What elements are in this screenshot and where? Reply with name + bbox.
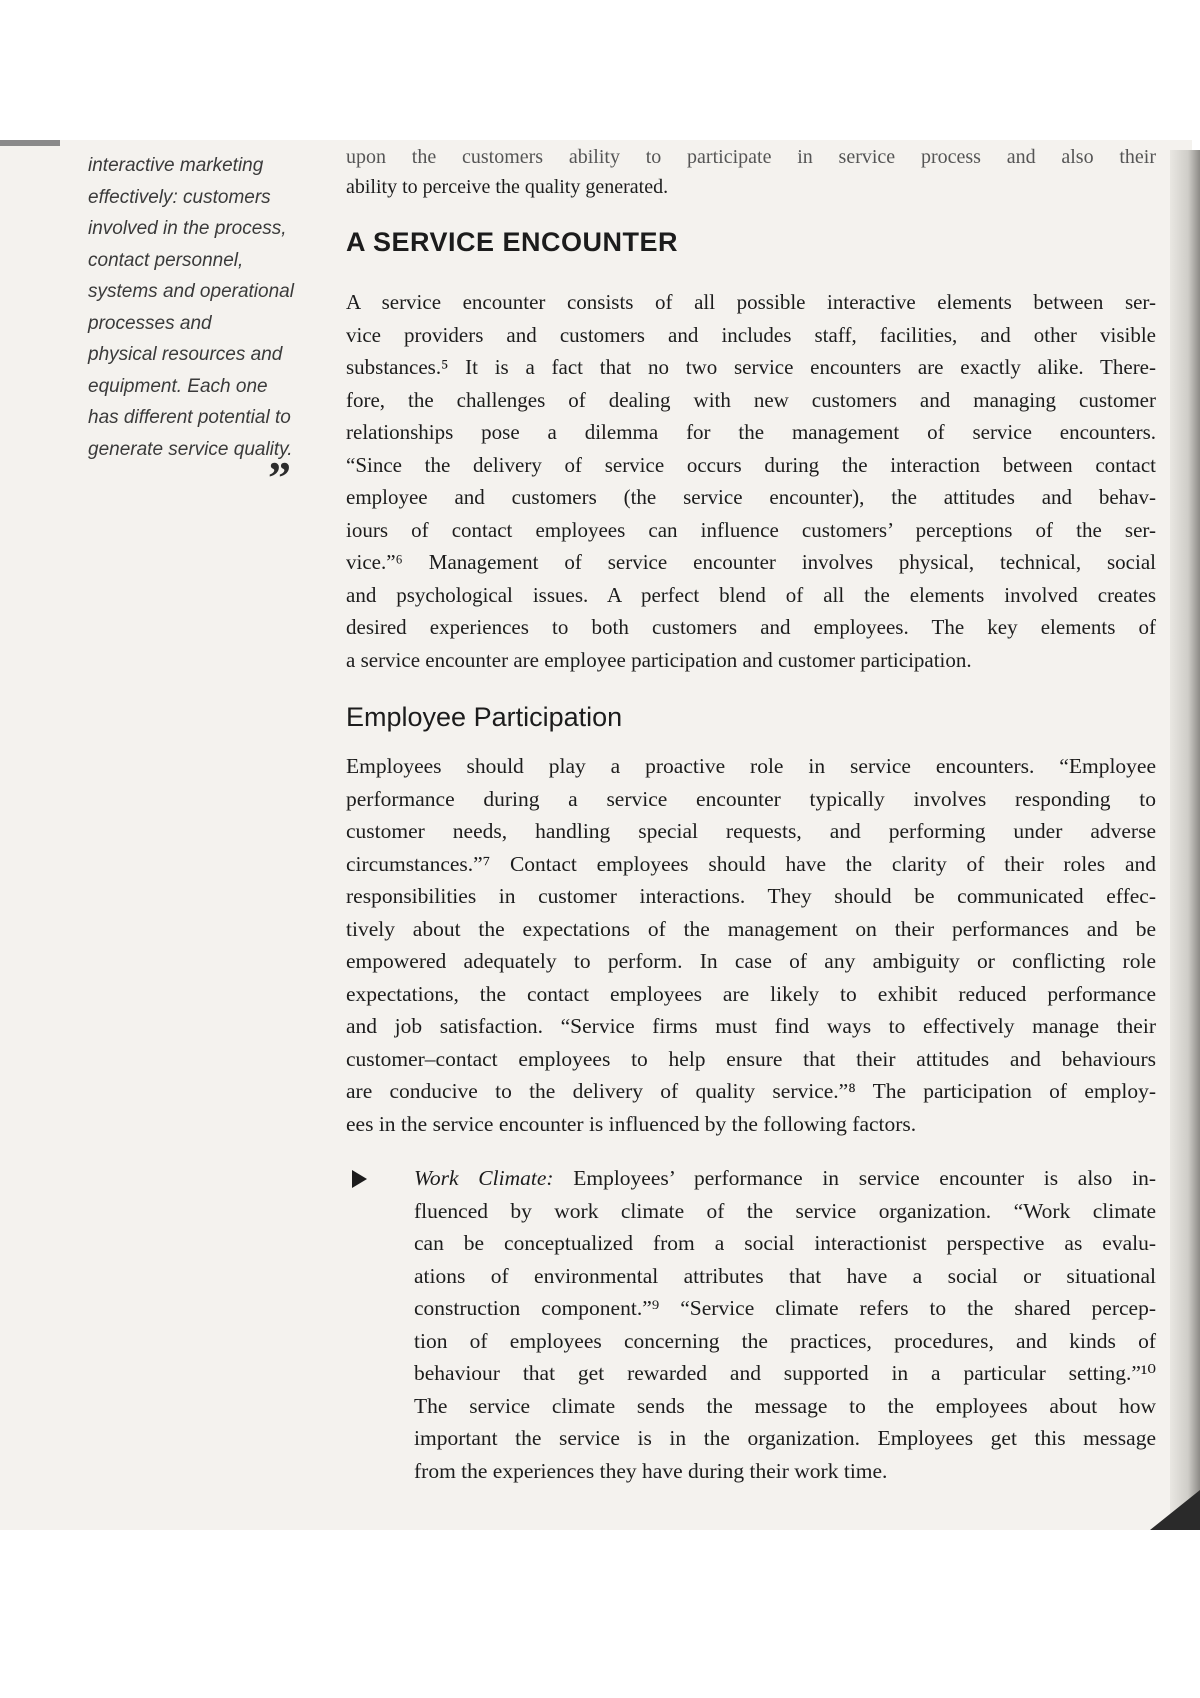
subsection-heading: Employee Participation: [346, 702, 623, 732]
continued-paragraph: [346, 142, 1156, 202]
margin-pull-quote: [88, 150, 318, 465]
scan-shadow-top: [0, 140, 60, 146]
paragraph-line: customer–contact employees to help ensure that their attitudes and behaviours: [346, 1046, 1156, 1071]
service-encounter-paragraph: [346, 286, 1156, 676]
margin-quote-line: interactive marketing: [88, 155, 264, 176]
paragraph-line: desired experiences to both customers and employees. The key elements of: [346, 615, 1156, 639]
paragraph-line: Employees should play a proactive role in service encounters. “Employee: [346, 754, 1156, 778]
paragraph-line: A service encounter consists of all possible interactive elements between ser-: [346, 290, 1156, 314]
bullet-line: from the experiences they have during their work time.: [414, 1458, 888, 1483]
bullet-text: [414, 1162, 1156, 1487]
margin-quote-line: physical resources and: [88, 344, 283, 365]
bullet-line: ations of environmental attributes that have a social or situational: [414, 1263, 1156, 1288]
bullet-term: Work Climate:: [414, 1166, 554, 1190]
paragraph-line: empowered adequately to perform. In case of any ambiguity or conflicting role: [346, 949, 1156, 973]
paragraph-line: performance during a service encounter typically involves responding to: [346, 786, 1156, 811]
continued-line: ability to perceive the quality generated.: [346, 176, 669, 198]
margin-quote-line: systems and operational: [88, 281, 294, 302]
continued-line: upon the customers ability to participate in service process and also their: [346, 146, 1156, 168]
bullet-line: tion of employees concerning the practices, procedures, and kinds of: [414, 1328, 1156, 1353]
main-text-column: [346, 142, 1156, 1487]
paragraph-line: customer needs, handling special requests, and performing under adverse: [346, 819, 1156, 843]
bullet-line: behaviour that get rewarded and supported in a particular setting.”¹⁰: [414, 1361, 1156, 1385]
bullet-line: construction component.”⁹ “Service climate refers to the shared percep-: [414, 1296, 1156, 1320]
margin-quote-line: equipment. Each one: [88, 375, 268, 397]
paragraph-line: responsibilities in customer interactions. They should be communicated effec-: [346, 884, 1156, 908]
section-heading: A SERVICE ENCOUNTER: [346, 227, 679, 257]
paragraph-line: circumstances.”⁷ Contact employees should have the clarity of their roles and: [346, 851, 1156, 876]
margin-quote-line: has different potential to: [88, 407, 291, 428]
paragraph-line: vice.”⁶ Management of service encounter involves physical, technical, social: [346, 550, 1156, 574]
paragraph-line: and job satisfaction. “Service firms must find ways to effectively manage their: [346, 1014, 1156, 1038]
paragraph-line: ees in the service encounter is influenced by the following factors.: [346, 1111, 917, 1136]
bullet-line: The service climate sends the message to the employees about how: [414, 1393, 1156, 1418]
paragraph-line: expectations, the contact employees are likely to exhibit reduced performance: [346, 981, 1156, 1006]
margin-quote-line: involved in the process,: [88, 218, 287, 239]
paragraph-line: vice providers and customers and includes staff, facilities, and other visible: [346, 322, 1156, 347]
paragraph-line: iours of contact employees can influence customers’ perceptions of the ser-: [346, 517, 1156, 542]
bullet-first-line: [414, 1162, 1156, 1195]
margin-quote-line: generate service quality.: [88, 438, 293, 460]
paragraph-line: relationships pose a dilemma for the management of service encounters.: [346, 420, 1156, 444]
employee-participation-paragraph: [346, 750, 1156, 1140]
bullet-line: fluenced by work climate of the service organization. “Work climate: [414, 1198, 1156, 1223]
margin-quote-line: contact personnel,: [88, 249, 244, 271]
paragraph-line: are conducive to the delivery of quality service.”⁸ The participation of employ-: [346, 1079, 1156, 1103]
paragraph-line: a service encounter are employee participation and customer participation.: [346, 647, 972, 672]
bullet-triangle-icon: [352, 1170, 367, 1188]
paragraph-line: substances.⁵ It is a fact that no two service encounters are exactly alike. There-: [346, 355, 1156, 379]
paragraph-line: tively about the expectations of the management on their performances and be: [346, 916, 1156, 941]
paragraph-line: employee and customers (the service encounter), the attitudes and behav-: [346, 485, 1156, 509]
page-edge-shadow: [1170, 150, 1200, 1530]
paragraph-line: “Since the delivery of service occurs during the interaction between contact: [346, 452, 1156, 477]
work-climate-bullet: [346, 1162, 1156, 1487]
closing-quote-icon: ”: [268, 452, 291, 503]
bullet-line: can be conceptualized from a social interactionist perspective as evalu-: [414, 1231, 1156, 1255]
margin-quote-line: processes and: [88, 312, 212, 334]
paragraph-line: and psychological issues. A perfect blend of all the elements involved creates: [346, 582, 1156, 607]
paragraph-line: fore, the challenges of dealing with new customers and managing customer: [346, 387, 1156, 412]
margin-quote-line: effectively: customers: [88, 186, 271, 208]
bullet-line: important the service is in the organization. Employees get this message: [414, 1426, 1156, 1450]
bullet-line-rest: Employees’ performance in service encounter is also in-: [553, 1166, 1156, 1190]
